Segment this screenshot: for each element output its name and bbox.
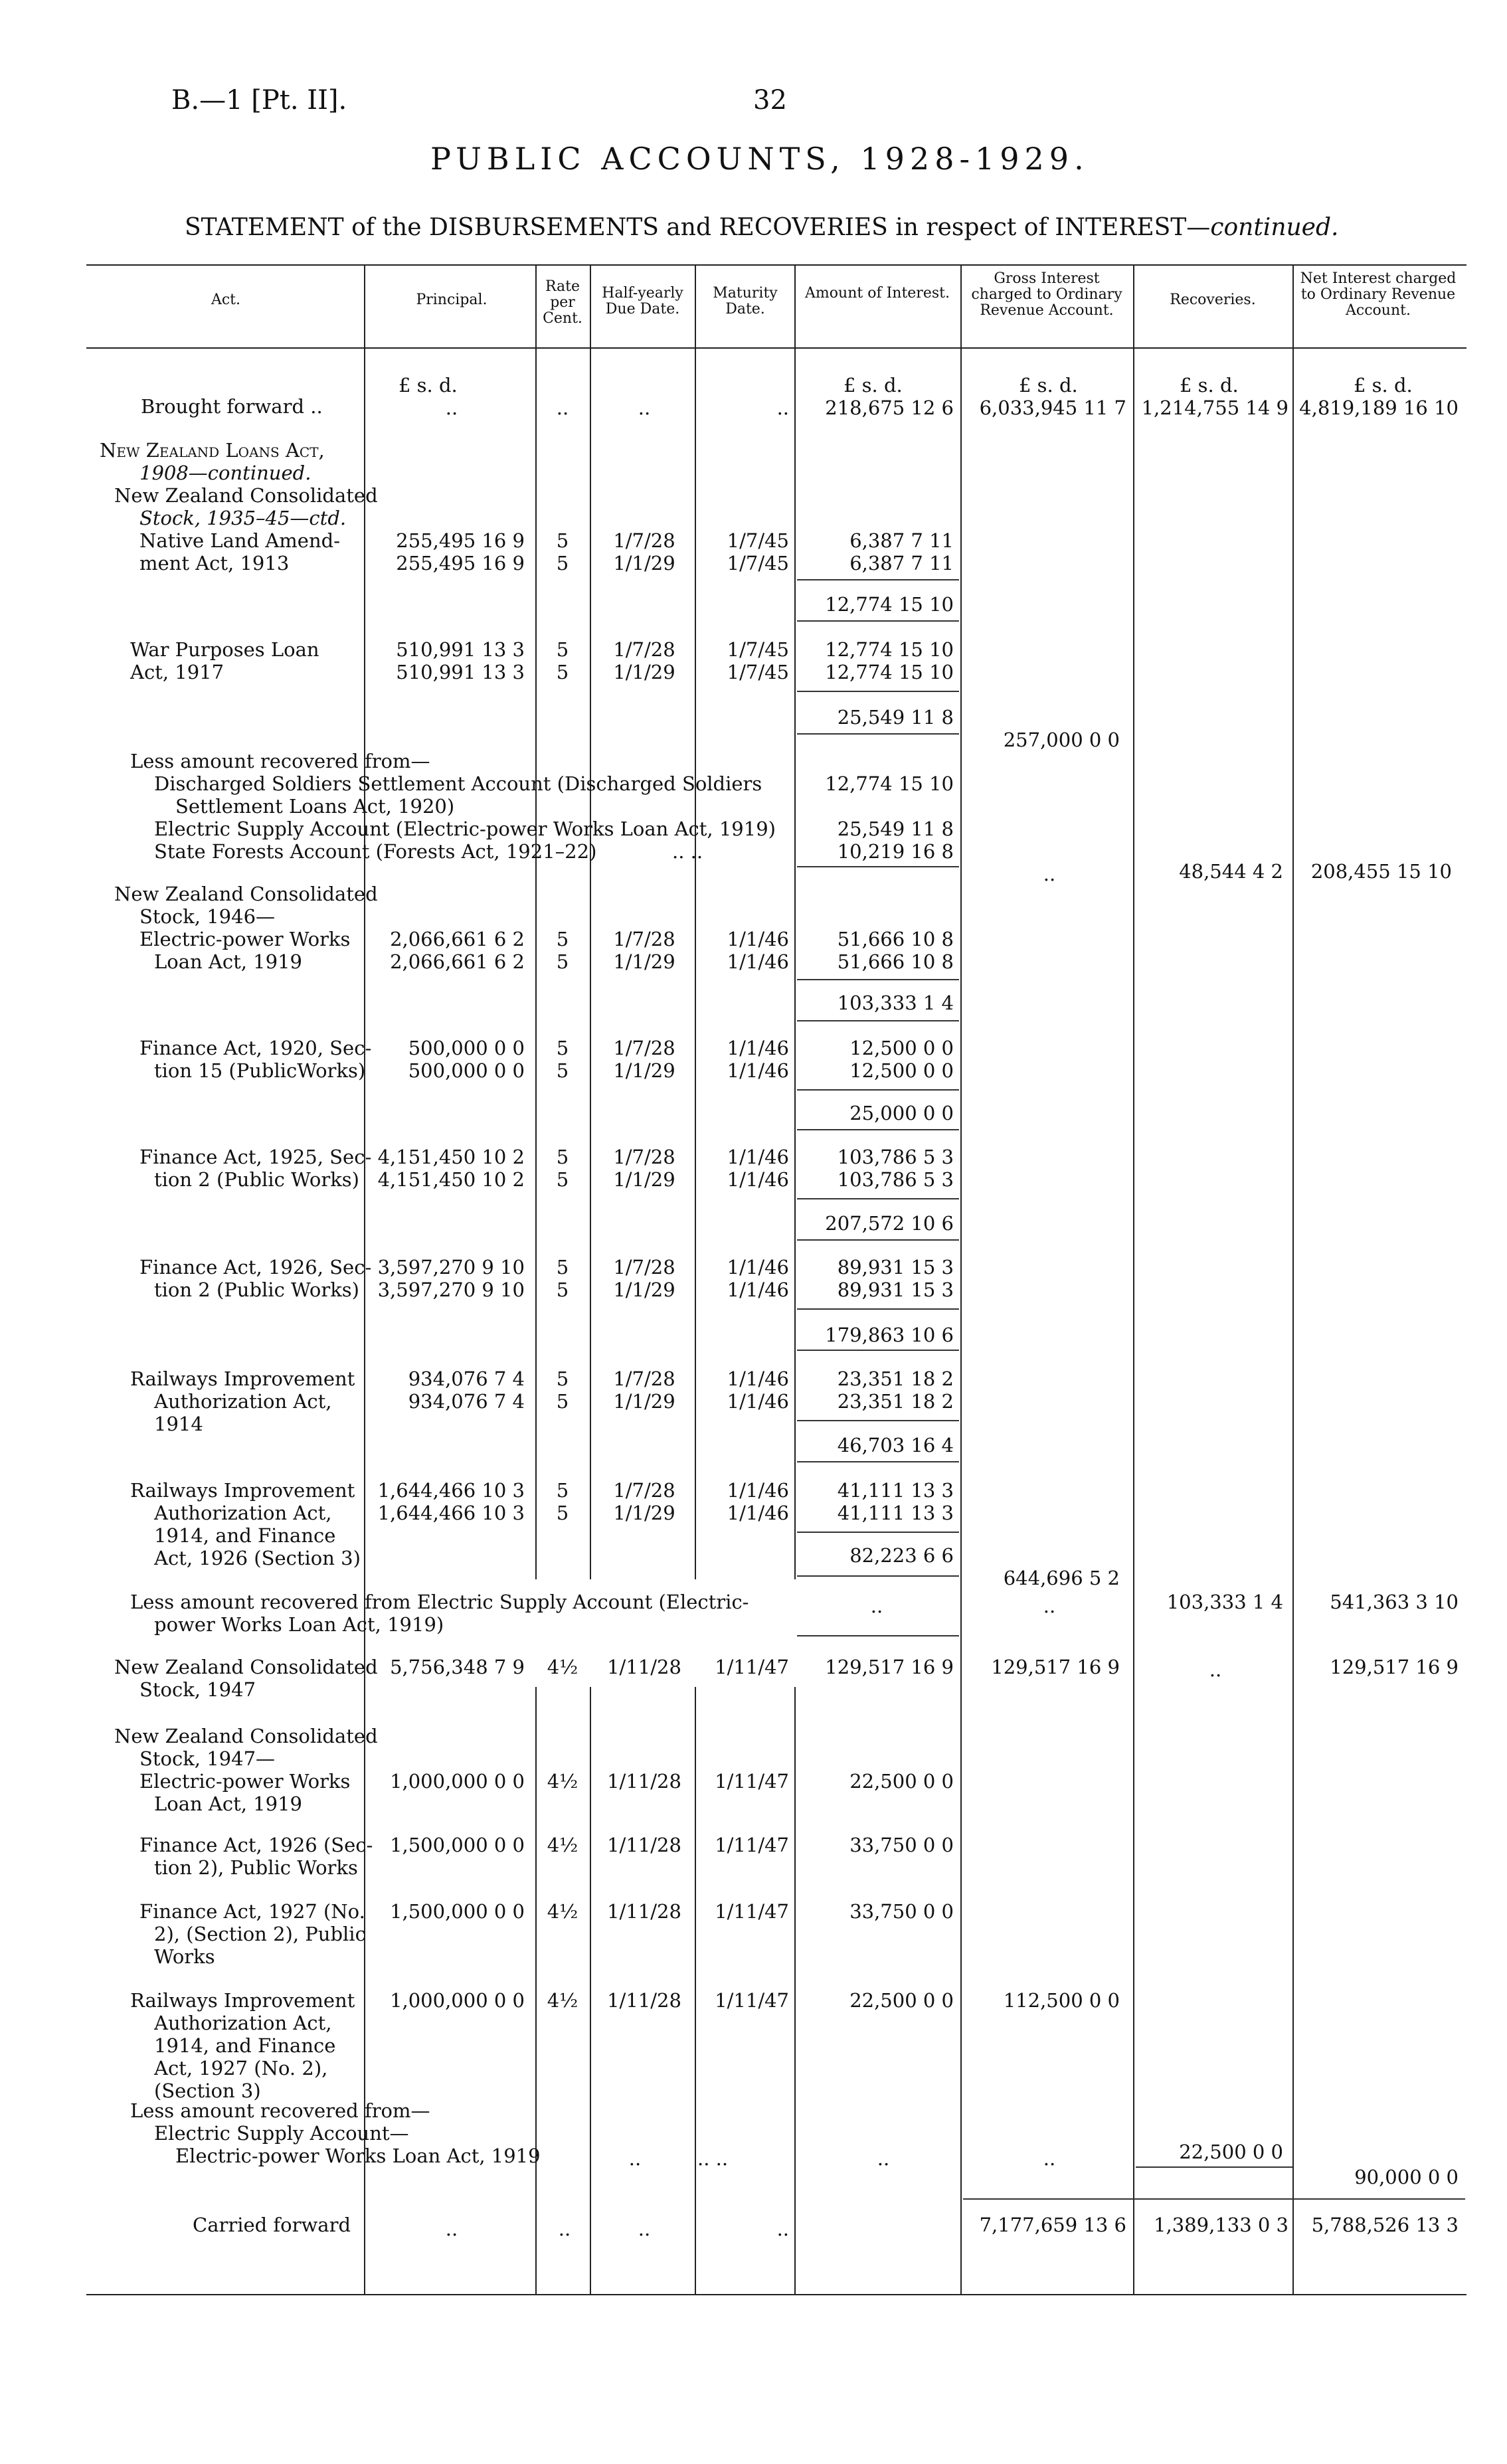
war-purposes-label-2: Act, 1917	[130, 661, 224, 683]
finance-1926-maturity-1: 1/1/46	[727, 1256, 789, 1278]
native-land-label-2: ment Act, 1913	[139, 552, 290, 574]
railways-1926-label: Railways Improvement	[130, 1479, 355, 1502]
finance-1920-amount-2: 12,500 0 0	[849, 1059, 954, 1082]
column-rule	[364, 264, 365, 2294]
less-recovered-line2: Settlement Loans Act, 1920)	[175, 795, 455, 818]
railways-1926-due-2: 1/1/29	[613, 1502, 675, 1524]
finance-1920-principal-2: 500,000 0 0	[408, 1059, 525, 1082]
brought-forward-principal: ..	[445, 396, 458, 419]
finance-1926-due-1: 1/7/28	[613, 1256, 675, 1278]
railways-1914-maturity-1: 1/1/46	[727, 1367, 789, 1390]
native-land-principal-1: 255,495 16 9	[396, 529, 525, 552]
electric-power-rate-1: 5	[556, 928, 569, 950]
subtitle-continued: continued.	[1210, 214, 1339, 241]
nz-loans-heading: New Zealand Loans Act,	[100, 439, 325, 462]
war-purposes-amount-2: 12,774 15 10	[825, 661, 954, 683]
finance-1926-label-2: tion 2 (Public Works)	[154, 1278, 359, 1301]
column-rule	[590, 264, 591, 1579]
col-head-net: Net Interest charged to Ordinary Revenue Account.	[1300, 270, 1457, 319]
less-recovered-2-net: 541,363 3 10	[1330, 1591, 1459, 1613]
finance-1926-pw-principal: 1,500,000 0 0	[390, 1834, 525, 1856]
war-purposes-principal-2: 510,991 13 3	[396, 661, 525, 683]
less-recovered-line3: Electric Supply Account (Electric-power Works Loan Act, 1919)	[154, 818, 776, 840]
electric-power-label: Electric-power Works	[139, 928, 351, 950]
railways-1926-maturity-1: 1/1/46	[727, 1479, 789, 1502]
war-purposes-due-1: 1/7/28	[613, 638, 675, 661]
carried-forward-net: 5,788,526 13 3	[1311, 2214, 1459, 2236]
subtotal-rule	[797, 1020, 959, 1021]
railways-1926-rate-2: 5	[556, 1502, 569, 1524]
railways-1927-label: Railways Improvement	[130, 1989, 355, 2012]
subtotal-rule	[797, 1575, 959, 1577]
carried-forward-principal: ..	[445, 2218, 458, 2240]
finance-1926-subtotal: 179,863 10 6	[825, 1324, 954, 1346]
electric-power-1947-principal: 1,000,000 0 0	[390, 1770, 525, 1793]
finance-1927-principal: 1,500,000 0 0	[390, 1900, 525, 1923]
carried-forward-due: ..	[638, 2218, 651, 2240]
war-purposes-principal-1: 510,991 13 3	[396, 638, 525, 661]
col-head-rate: Rate per Cent.	[543, 278, 582, 327]
subtotal-rule	[797, 733, 959, 735]
finance-1920-maturity-2: 1/1/46	[727, 1059, 789, 1082]
less-recovered-3-gross-dots: ..	[1043, 2147, 1056, 2170]
finance-1920-label: Finance Act, 1920, Sec-	[139, 1037, 372, 1059]
railways-1914-label-3: 1914	[154, 1413, 203, 1435]
railways-1927-principal: 1,000,000 0 0	[390, 1989, 525, 2012]
railways-1926-rate-1: 5	[556, 1479, 569, 1502]
carried-forward-label: Carried forward	[193, 2214, 351, 2236]
column-rule	[695, 1687, 696, 2294]
carried-forward-rate: ..	[558, 2218, 571, 2240]
native-land-rate-1: 5	[556, 529, 569, 552]
railways-1914-subtotal: 46,703 16 4	[837, 1434, 954, 1456]
finance-1925-rate-2: 5	[556, 1168, 569, 1191]
railways-1927-gross: 112,500 0 0	[1003, 1989, 1120, 2012]
war-purposes-label: War Purposes Loan	[130, 638, 319, 661]
less-recovered-amount-2: 25,549 11 8	[837, 818, 954, 840]
brought-forward-amount: 218,675 12 6	[825, 396, 954, 419]
stock-1947-recoveries: ..	[1209, 1658, 1222, 1681]
finance-1925-rate-1: 5	[556, 1146, 569, 1168]
stock-1947-net: 129,517 16 9	[1330, 1656, 1459, 1678]
railways-1926-principal-1: 1,644,466 10 3	[377, 1479, 525, 1502]
col-head-half-yearly: Half-yearly Due Date.	[602, 285, 683, 317]
native-land-rate-2: 5	[556, 552, 569, 574]
railways-1926-subtotal: 82,223 6 6	[849, 1544, 954, 1567]
stock-1935-heading-cont: Stock, 1935–45—ctd.	[139, 507, 347, 529]
less-recovered-2-recoveries: 103,333 1 4	[1166, 1591, 1283, 1613]
finance-1926-rate-1: 5	[556, 1256, 569, 1278]
column-rule	[695, 264, 696, 1579]
brought-forward-label: Brought forward ..	[141, 395, 323, 418]
finance-1925-subtotal: 207,572 10 6	[825, 1212, 954, 1235]
finance-1926-pw-due: 1/11/28	[607, 1834, 681, 1856]
brought-forward-recoveries: 1,214,755 14 9	[1141, 396, 1288, 419]
railways-1914-rate-2: 5	[556, 1390, 569, 1413]
stock-1947-label-2: Stock, 1947	[139, 1678, 256, 1701]
currency-principal: £ s. d.	[399, 374, 458, 396]
nz-loans-heading-cont	[139, 462, 311, 484]
electric-power-principal-2: 2,066,661 6 2	[390, 950, 525, 973]
railways-1914-maturity-2: 1/1/46	[727, 1390, 789, 1413]
electric-power-principal-1: 2,066,661 6 2	[390, 928, 525, 950]
native-land-subtotal: 12,774 15 10	[825, 593, 954, 616]
finance-1926-principal-1: 3,597,270 9 10	[377, 1256, 525, 1278]
less-recovered-3-line3: Electric-power Works Loan Act, 1919	[175, 2145, 541, 2167]
less-recovered-3-line1: Less amount recovered from—	[130, 2099, 430, 2122]
railways-1926-label-2: Authorization Act,	[154, 1502, 332, 1524]
native-land-due-2: 1/1/29	[613, 552, 675, 574]
subtotal-rule	[797, 1239, 959, 1241]
stock-1947-label: New Zealand Consolidated	[114, 1656, 378, 1678]
col-head-maturity: Maturity Date.	[713, 285, 778, 317]
subtotal-rule	[797, 691, 959, 692]
less-recovered-3-dots-due: ..	[628, 2147, 642, 2170]
currency-net: £ s. d.	[1354, 374, 1413, 396]
subtotal-rule	[797, 1420, 959, 1421]
col-head-act: Act.	[211, 292, 241, 308]
railways-1914-due-1: 1/7/28	[613, 1367, 675, 1390]
less-recovered-2-gross-dots: ..	[1043, 1595, 1056, 1617]
railways-1927-rate: 4½	[547, 1989, 578, 2012]
war-purposes-maturity-1: 1/7/45	[727, 638, 789, 661]
subtotal-rule	[797, 1308, 959, 1310]
statement-subtitle	[185, 214, 1338, 241]
finance-1925-due-1: 1/7/28	[613, 1146, 675, 1168]
subtotal-rule	[797, 1635, 959, 1636]
group2-gross: 644,696 5 2	[1003, 1567, 1120, 1589]
subtotal-rule	[797, 579, 959, 580]
carried-forward-recoveries: 1,389,133 0 3	[1154, 2214, 1288, 2236]
railways-1926-maturity-2: 1/1/46	[727, 1502, 789, 1524]
subtotal-rule	[1136, 2166, 1292, 2168]
finance-1926-maturity-2: 1/1/46	[727, 1278, 789, 1301]
column-rule	[794, 1687, 796, 2294]
less-recovered-heading: Less amount recovered from—	[130, 750, 430, 772]
finance-1925-maturity-2: 1/1/46	[727, 1168, 789, 1191]
brought-forward-rate: ..	[556, 396, 569, 419]
railways-1914-label-2: Authorization Act,	[154, 1390, 332, 1413]
finance-1925-principal-1: 4,151,450 10 2	[377, 1146, 525, 1168]
less-recovered-line1: Discharged Soldiers Settlement Account (Discharged Soldiers	[154, 772, 762, 795]
finance-1927-due: 1/11/28	[607, 1900, 681, 1923]
electric-power-amount-2: 51,666 10 8	[837, 950, 954, 973]
column-rule	[794, 264, 796, 1579]
subtotal-rule	[797, 1089, 959, 1091]
subtitle-main: STATEMENT of the DISBURSEMENTS and RECOVERIES in respect of INTEREST—	[185, 214, 1211, 241]
subtotal-rule	[797, 979, 959, 980]
electric-power-label-2: Loan Act, 1919	[154, 950, 302, 973]
less-recovered-3-dots-maturity: .. ..	[697, 2147, 729, 2170]
railways-1926-amount-1: 41,111 13 3	[837, 1479, 954, 1502]
finance-1920-due-2: 1/1/29	[613, 1059, 675, 1082]
total-rule	[963, 2198, 1465, 2200]
stock-1946-heading: New Zealand Consolidated	[114, 883, 378, 905]
finance-1927-label-2: 2), (Section 2), Public	[154, 1923, 366, 1945]
group1-recoveries: 48,544 4 2	[1179, 860, 1283, 883]
native-land-maturity-1: 1/7/45	[727, 529, 789, 552]
war-purposes-subtotal: 25,549 11 8	[837, 706, 954, 729]
railways-1914-principal-2: 934,076 7 4	[408, 1390, 525, 1413]
less-recovered-3-recoveries: 22,500 0 0	[1179, 2141, 1283, 2163]
finance-1926-due-2: 1/1/29	[613, 1278, 675, 1301]
less-recovered-line4-dots: .. ..	[672, 840, 703, 863]
railways-1927-label-2: Authorization Act,	[154, 2012, 332, 2034]
finance-1927-label: Finance Act, 1927 (No.	[139, 1900, 365, 1923]
subtotal-rule	[797, 1461, 959, 1462]
electric-power-subtotal: 103,333 1 4	[837, 992, 954, 1014]
stock-1947-group-heading-cont: Stock, 1947—	[139, 1747, 276, 1770]
finance-1927-amount: 33,750 0 0	[849, 1900, 954, 1923]
column-rule	[590, 1687, 591, 2294]
carried-forward-maturity: ..	[776, 2218, 789, 2240]
column-rule	[960, 264, 962, 2294]
less-recovered-line4: State Forests Account (Forests Act, 1921–22)	[154, 840, 597, 863]
less-recovered-2-amount-dots: ..	[870, 1595, 883, 1617]
electric-power-amount-1: 51,666 10 8	[837, 928, 954, 950]
finance-1925-label: Finance Act, 1925, Sec-	[139, 1146, 372, 1168]
less-recovered-2-line2: power Works Loan Act, 1919)	[154, 1613, 444, 1636]
less-recovered-2-line1: Less amount recovered from Electric Supply Account (Electric-	[130, 1591, 749, 1613]
war-purposes-rate-2: 5	[556, 661, 569, 683]
native-land-maturity-2: 1/7/45	[727, 552, 789, 574]
col-head-amount: Amount of Interest.	[805, 285, 950, 302]
less-recovered-3-net: 90,000 0 0	[1354, 2166, 1459, 2188]
column-rule	[1292, 264, 1294, 2294]
electric-power-1947-due: 1/11/28	[607, 1770, 681, 1793]
native-land-label: Native Land Amend-	[139, 529, 341, 552]
electric-power-rate-2: 5	[556, 950, 569, 973]
table-header-rule	[86, 347, 1466, 349]
electric-power-1947-rate: 4½	[547, 1770, 578, 1793]
stock-1947-due: 1/11/28	[607, 1656, 681, 1678]
railways-1914-principal-1: 934,076 7 4	[408, 1367, 525, 1390]
brought-forward-gross: 6,033,945 11 7	[979, 396, 1126, 419]
finance-1920-rate-2: 5	[556, 1059, 569, 1082]
finance-1925-principal-2: 4,151,450 10 2	[377, 1168, 525, 1191]
stock-1947-group-heading: New Zealand Consolidated	[114, 1725, 378, 1747]
war-purposes-rate-1: 5	[556, 638, 569, 661]
finance-1920-amount-1: 12,500 0 0	[849, 1037, 954, 1059]
finance-1925-amount-2: 103,786 5 3	[837, 1168, 954, 1191]
finance-1925-maturity-1: 1/1/46	[727, 1146, 789, 1168]
currency-amount: £ s. d.	[843, 374, 903, 396]
war-purposes-due-2: 1/1/29	[613, 661, 675, 683]
stock-1947-amount: 129,517 16 9	[825, 1656, 954, 1678]
native-land-principal-2: 255,495 16 9	[396, 552, 525, 574]
railways-1927-label-3: 1914, and Finance	[154, 2034, 336, 2057]
railways-1914-amount-2: 23,351 18 2	[837, 1390, 954, 1413]
finance-1926-pw-rate: 4½	[547, 1834, 578, 1856]
column-rule	[1133, 264, 1134, 2294]
stock-1947-rate: 4½	[547, 1656, 578, 1678]
finance-1920-label-2: tion 15 (PublicWorks)	[154, 1059, 366, 1082]
stock-1947-maturity: 1/11/47	[715, 1656, 789, 1678]
electric-power-maturity-2: 1/1/46	[727, 950, 789, 973]
railways-1914-rate-1: 5	[556, 1367, 569, 1390]
railways-1927-label-5: (Section 3)	[154, 2079, 261, 2102]
railways-1914-label: Railways Improvement	[130, 1367, 355, 1390]
war-purposes-amount-1: 12,774 15 10	[825, 638, 954, 661]
finance-1920-maturity-1: 1/1/46	[727, 1037, 789, 1059]
finance-1926-pw-label-2: tion 2), Public Works	[154, 1856, 358, 1879]
finance-1925-label-2: tion 2 (Public Works)	[154, 1168, 359, 1191]
electric-power-1947-label-2: Loan Act, 1919	[154, 1793, 302, 1815]
railways-1926-principal-2: 1,644,466 10 3	[377, 1502, 525, 1524]
native-land-amount-1: 6,387 7 11	[849, 529, 954, 552]
railways-1927-due: 1/11/28	[607, 1989, 681, 2012]
finance-1926-amount-1: 89,931 15 3	[837, 1256, 954, 1278]
less-recovered-amount-1: 12,774 15 10	[825, 772, 954, 795]
currency-recoveries: £ s. d.	[1180, 374, 1239, 396]
stock-1947-principal: 5,756,348 7 9	[390, 1656, 525, 1678]
finance-1925-amount-1: 103,786 5 3	[837, 1146, 954, 1168]
railways-1927-amount: 22,500 0 0	[849, 1989, 954, 2012]
col-head-recoveries: Recoveries.	[1170, 292, 1256, 308]
electric-power-1947-maturity: 1/11/47	[715, 1770, 789, 1793]
carried-forward-gross: 7,177,659 13 6	[979, 2214, 1126, 2236]
finance-1920-due-1: 1/7/28	[613, 1037, 675, 1059]
brought-forward-due: ..	[638, 396, 651, 419]
stock-1946-heading-cont: Stock, 1946—	[139, 905, 276, 928]
subtotal-rule	[797, 620, 959, 622]
finance-1927-label-3: Works	[154, 1945, 215, 1968]
table-bottom-rule	[86, 2294, 1466, 2295]
subtotal-rule	[797, 1198, 959, 1199]
electric-power-due-1: 1/7/28	[613, 928, 675, 950]
finance-1926-amount-2: 89,931 15 3	[837, 1278, 954, 1301]
war-purposes-maturity-2: 1/7/45	[727, 661, 789, 683]
finance-1920-rate-1: 5	[556, 1037, 569, 1059]
electric-power-due-2: 1/1/29	[613, 950, 675, 973]
native-land-due-1: 1/7/28	[613, 529, 675, 552]
less-recovered-3-line2: Electric Supply Account—	[154, 2122, 409, 2145]
stock-1935-heading: New Zealand Consolidated	[114, 484, 378, 507]
railways-1927-label-4: Act, 1927 (No. 2),	[154, 2057, 328, 2079]
brought-forward-net: 4,819,189 16 10	[1299, 396, 1459, 419]
electric-power-1947-amount: 22,500 0 0	[849, 1770, 954, 1793]
finance-1920-subtotal: 25,000 0 0	[849, 1102, 954, 1124]
finance-1926-pw-amount: 33,750 0 0	[849, 1834, 954, 1856]
railways-1914-amount-1: 23,351 18 2	[837, 1367, 954, 1390]
finance-1926-label: Finance Act, 1926, Sec-	[139, 1256, 372, 1278]
currency-gross: £ s. d.	[1019, 374, 1078, 396]
stock-1947-gross: 129,517 16 9	[991, 1656, 1120, 1678]
railways-1914-due-2: 1/1/29	[613, 1390, 675, 1413]
railways-1926-due-1: 1/7/28	[613, 1479, 675, 1502]
railways-1926-label-4: Act, 1926 (Section 3)	[154, 1547, 361, 1569]
col-head-principal: Principal.	[416, 292, 488, 308]
group1-gross-dots: ..	[1043, 863, 1056, 885]
nz-loans-heading-text: 1908—continued.	[139, 462, 311, 484]
railways-1926-label-3: 1914, and Finance	[154, 1524, 336, 1547]
less-recovered-amount-3: 10,219 16 8	[837, 840, 954, 863]
railways-1926-amount-2: 41,111 13 3	[837, 1502, 954, 1524]
subtotal-rule	[797, 1129, 959, 1130]
page-title: PUBLIC ACCOUNTS, 1928-1929.	[430, 141, 1089, 177]
less-recovered-3-amount-dots: ..	[877, 2147, 890, 2170]
col-head-gross: Gross Interest charged to Ordinary Revenue Account.	[971, 270, 1122, 319]
finance-1926-pw-maturity: 1/11/47	[715, 1834, 789, 1856]
page-number: 32	[753, 85, 787, 116]
document-reference: B.—1 [Pt. II].	[171, 85, 347, 116]
subtotal-rule	[797, 1350, 959, 1351]
finance-1927-maturity: 1/11/47	[715, 1900, 789, 1923]
group1-net: 208,455 15 10	[1310, 860, 1452, 883]
finance-1920-principal-1: 500,000 0 0	[408, 1037, 525, 1059]
subtotal-rule	[797, 1532, 959, 1533]
electric-power-maturity-1: 1/1/46	[727, 928, 789, 950]
table-top-rule	[86, 264, 1466, 266]
electric-power-1947-label: Electric-power Works	[139, 1770, 351, 1793]
native-land-amount-2: 6,387 7 11	[849, 552, 954, 574]
group1-gross: 257,000 0 0	[1003, 729, 1120, 751]
railways-1927-maturity: 1/11/47	[715, 1989, 789, 2012]
finance-1926-pw-label: Finance Act, 1926 (Sec-	[139, 1834, 373, 1856]
finance-1926-principal-2: 3,597,270 9 10	[377, 1278, 525, 1301]
finance-1927-rate: 4½	[547, 1900, 578, 1923]
finance-1926-rate-2: 5	[556, 1278, 569, 1301]
finance-1925-due-2: 1/1/29	[613, 1168, 675, 1191]
subtotal-rule	[797, 866, 959, 867]
brought-forward-maturity: ..	[776, 396, 789, 419]
